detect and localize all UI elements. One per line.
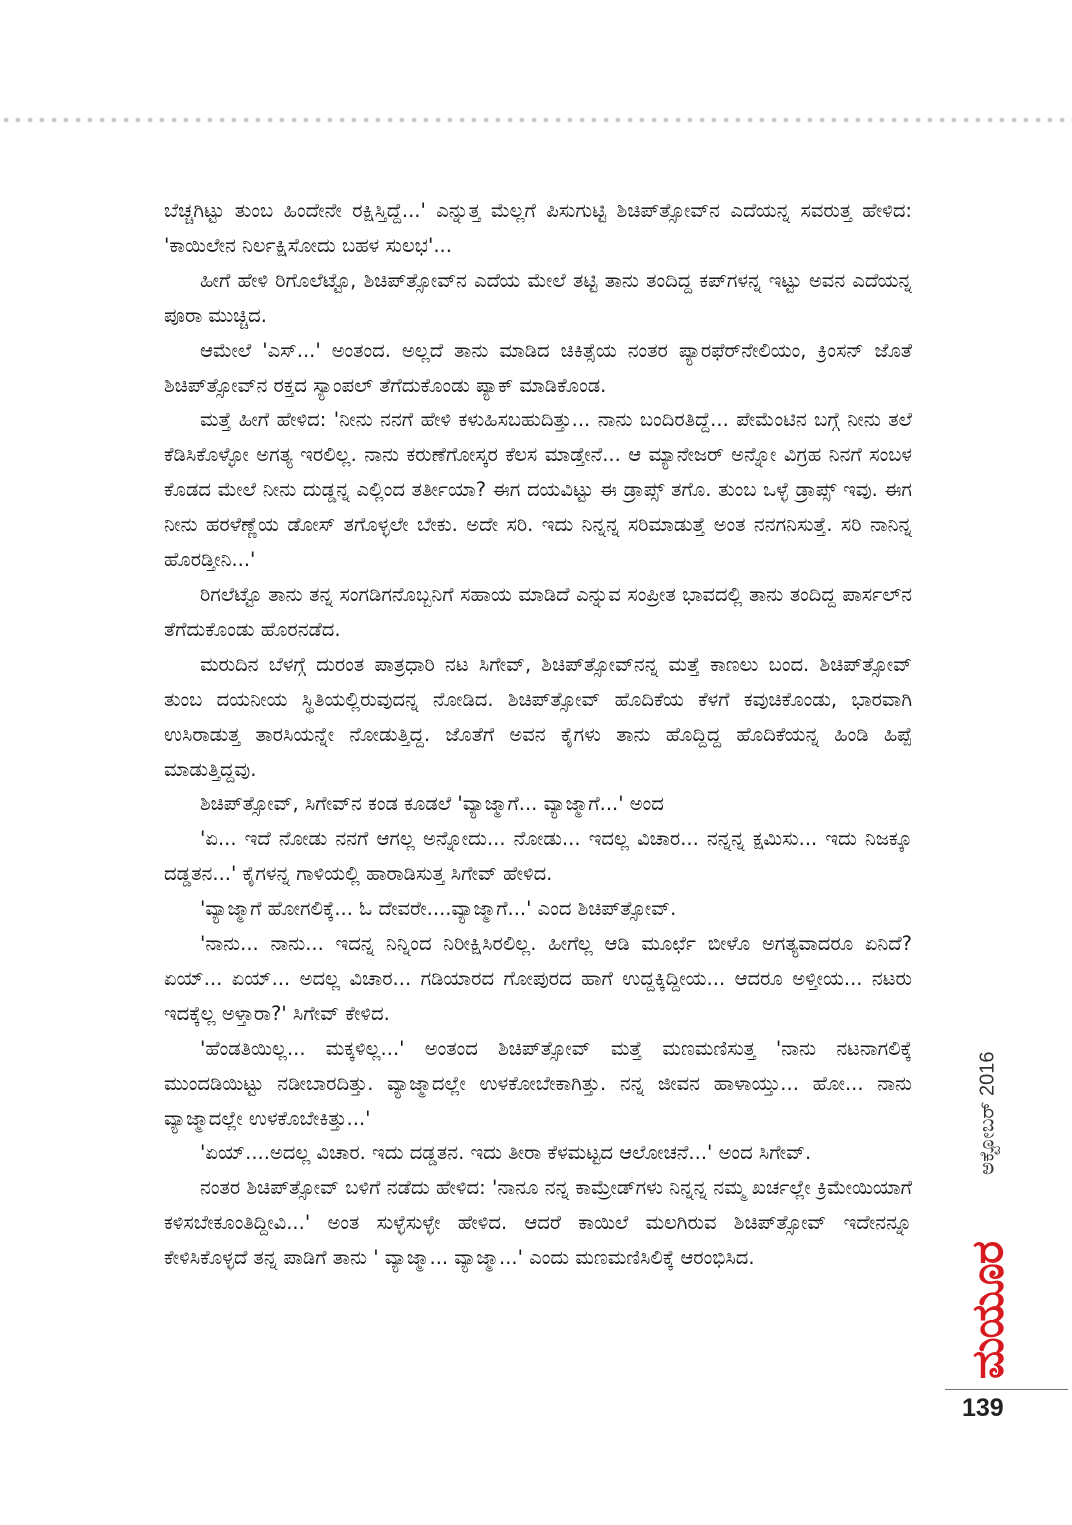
magazine-logo: ಮಯೂರ (962, 1241, 1014, 1380)
paragraph: 'ಏಯ್....ಅದಲ್ಲ ವಿಚಾರ. ಇದು ದಡ್ಡತನ. ಇದು ತೀರಾ ಕೆಳಮಟ್ಟದ ಆಲೋಚನೆ...' ಅಂದ ಸಿಗೇವ್. (200, 1141, 812, 1165)
paragraph: ಮರುದಿನ ಬೆಳಗ್ಗೆ ದುರಂತ ಪಾತ್ರಧಾರಿ ನಟ ಸಿಗೇವ್, ಶಿಚಿಪ್‌ತ್ಸೋವ್‌ನನ್ನ ಮತ್ತೆ ಕಾಣಲು ಬಂದ. ಶಿಚಿಪ್‌ತ್ಸೋವ್ ತುಂಬ ದಯನೀಯ ಸ್ಥಿತಿಯಲ್ಲಿರುವುದನ್ನ ನೋಡಿದ. ಶಿಚಿಪ್‌ತ್ಸೋವ್ ಹೊದಿಕೆಯ ಕೆಳಗೆ ಕವುಚಿಕೊಂಡು, ಭಾರವಾಗಿ ಉಸಿರಾಡುತ್ತ ತಾರಸಿಯನ್ನೇ ನೋಡುತ್ತಿದ್ದ. ಜೊತೆಗೆ ಅವನ ಕೈಗಳು ತಾನು ಹೊದ್ದಿದ್ದ ಹೊದಿಕೆಯನ್ನ ಹಿಂಡಿ ಹಿಪ್ಪೆ ಮಾಡುತ್ತಿದ್ದವು. (164, 652, 912, 781)
magazine-side-strip (962, 1051, 1014, 1400)
paragraph: ಶಿಚಿಪ್‌ತ್ಸೋವ್, ಸಿಗೇವ್‌ನ ಕಂಡ ಕೂಡಲೆ 'ವ್ಯಾಜ್ಮಾಗೆ... ವ್ಯಾಜ್ಮಾಗೆ...' ಅಂದ (200, 792, 664, 816)
page-number-rule (945, 1389, 1068, 1390)
paragraph: ಮತ್ತೆ ಹೀಗೆ ಹೇಳಿದ: 'ನೀನು ನನಗೆ ಹೇಳಿ ಕಳುಹಿಸಬಹುದಿತ್ತು... ನಾನು ಬಂದಿರತಿದ್ದೆ... ಪೇಮೆಂಟಿನ ಬಗ್ಗೆ ನೀನು ತಲೆ ಕೆಡಿಸಿಕೊಳ್ಳೋ ಅಗತ್ಯ ಇರಲಿಲ್ಲ. ನಾನು ಕರುಣೆಗೋಸ್ಕರ ಕೆಲಸ ಮಾಡ್ತೇನೆ... ಆ ಮ್ಯಾನೇಜರ್ ಅನ್ನೋ ವಿಗ್ರಹ ನಿನಗೆ ಸಂಬಳ ಕೊಡದ ಮೇಲೆ ನೀನು ದುಡ್ಡನ್ನ ಎಲ್ಲಿಂದ ತರ್ತೀಯಾ? ಈಗ ದಯವಿಟ್ಟು ಈ ಡ್ರಾಪ್ಸ್ ತಗೊ. ತುಂಬ ಒಳ್ಳೆ ಡ್ರಾಪ್ಸ್ ಇವು. ಈಗ ನೀನು ಹರಳೆಣ್ಣೆಯ ಡೋಸ್ ತಗೊಳ್ಳಲೇ ಬೇಕು. ಅದೇ ಸರಿ. ಇದು ನಿನ್ನನ್ನ ಸರಿಮಾಡುತ್ತೆ ಅಂತ ನನಗನಿಸುತ್ತೆ. ಸರಿ ನಾನಿನ್ನ ಹೊರಡ್ತೀನಿ...' (164, 408, 912, 572)
paragraph: 'ನಾನು... ನಾನು... ಇದನ್ನ ನಿನ್ನಿಂದ ನಿರೀಕ್ಷಿಸಿರಲಿಲ್ಲ. ಹೀಗೆಲ್ಲ ಆಡಿ ಮೂರ್ಛೆ ಬೀಳೊ ಅಗತ್ಯವಾದರೂ ಏನಿದೆ? ಏಯ್... ಏಯ್... ಅದಲ್ಲ ವಿಚಾರ... ಗಡಿಯಾರದ ಗೋಪುರದ ಹಾಗೆ ಉದ್ದಕ್ಕಿದ್ದೀಯ... ಆದರೂ ಅಳ್ತೀಯ... ನಟರು ಇದಕ್ಕೆಲ್ಲ ಅಳ್ತಾರಾ?' ಸಿಗೇವ್ ಕೇಳಿದ. (164, 932, 912, 1025)
paragraph: ನಂತರ ಶಿಚಿಪ್‌ತ್ಸೋವ್ ಬಳಿಗೆ ನಡೆದು ಹೇಳಿದ: 'ನಾನೂ ನನ್ನ ಕಾಮ್ರೇಡ್‌ಗಳು ನಿನ್ನನ್ನ ನಮ್ಮ ಖರ್ಚಲ್ಲೇ ಕ್ರಿಮೇಯಿಯಾಗೆ ಕಳಿಸಬೇಕೂಂತಿದ್ದೀವಿ...' ಅಂತ ಸುಳ್ಳೆಸುಳ್ಳೇ ಹೇಳಿದ. ಆದರೆ ಕಾಯಿಲೆ ಮಲಗಿರುವ ಶಿಚಿಪ್‌ತ್ಸೋವ್ ಇದೇನನ್ನೂ ಕೇಳಿಸಿಕೊಳ್ಳದೆ ತನ್ನ ಪಾಡಿಗೆ ತಾನು ' ವ್ಯಾಜ್ಮಾ... ವ್ಯಾಜ್ಮಾ...' ಎಂದು ಮಣಮಣಿಸಿಲಿಕ್ಕೆ ಆರಂಭಿಸಿದ. (164, 1176, 912, 1270)
paragraph: ಆಮೇಲೆ 'ಎಸ್...' ಅಂತಂದ. ಅಲ್ಲದೆ ತಾನು ಮಾಡಿದ ಚಿಕಿತ್ಸೆಯ ನಂತರ ಪ್ಯಾರಫೆರ್‌ನೇಲಿಯಂ, ಕ್ರಿಂಸನ್ ಜೊತೆ ಶಿಚಿಪ್‌ತ್ಸೋವ್‌ನ ರಕ್ತದ ಸ್ಯಾಂಪಲ್ ತೆಗೆದುಕೊಂಡು ಪ್ಯಾಕ್ ಮಾಡಿಕೊಂಡ. (164, 338, 912, 397)
issue-date: ಅಕ್ಟೋಬರ್ 2016 (976, 1051, 999, 1176)
paragraph: ಬೆಚ್ಚಗಿಟ್ಟು ತುಂಬ ಹಿಂದೇನೇ ರಕ್ಷಿಸ್ತಿದ್ದೆ...' ಎನ್ನುತ್ತ ಮೆಲ್ಲಗೆ ಪಿಸುಗುಟ್ಟಿ ಶಿಚಿಪ್‌ತ್ಸೋವ್‌ನ ಎದೆಯನ್ನ ಸವರುತ್ತ ಹೇಳಿದ: 'ಕಾಯಿಲೇನ ನಿರ್ಲಕ್ಷಿಸೋದು ಬಹಳ ಸುಲಭ'... (164, 199, 912, 257)
dotted-header-rule (0, 116, 1072, 124)
paragraph: 'ಹೆಂಡತಿಯಿಲ್ಲ... ಮಕ್ಕಳಿಲ್ಲ...' ಅಂತಂದ ಶಿಚಿಪ್‌ತ್ಸೋವ್ ಮತ್ತೆ ಮಣಮಣಿಸುತ್ತ 'ನಾನು ನಟನಾಗಲಿಕ್ಕೆ ಮುಂದಡಿಯಿಟ್ಟು ನಡೀಬಾರದಿತ್ತು. ವ್ಯಾಜ್ಮಾದಲ್ಲೇ ಉಳಕೋಬೇಕಾಗಿತ್ತು. ನನ್ನ ಜೀವನ ಹಾಳಾಯ್ತು... ಹೋ... ನಾನು ವ್ಯಾಜ್ಮಾದಲ್ಲೇ ಉಳಕೊಬೇಕಿತ್ತು...' (164, 1036, 912, 1130)
article-body (164, 194, 912, 1276)
paragraph: ಹೀಗೆ ಹೇಳಿ ರಿಗೊಲೆಟ್ಟೊ, ಶಿಚಿಪ್‌ತ್ಸೋವ್‌ನ ಎದೆಯ ಮೇಲೆ ತಟ್ಟಿ ತಾನು ತಂದಿದ್ದ ಕಪ್‌ಗಳನ್ನ ಇಟ್ಟು ಅವನ ಎದೆಯನ್ನ ಪೂರಾ ಮುಚ್ಚಿದ. (164, 268, 912, 327)
paragraph: ರಿಗಲೆಟ್ಟೊ ತಾನು ತನ್ನ ಸಂಗಡಿಗನೊಬ್ಬನಿಗೆ ಸಹಾಯ ಮಾಡಿದೆ ಎನ್ನುವ ಸಂಪ್ರೀತ ಭಾವದಲ್ಲಿ ತಾನು ತಂದಿದ್ದ ಪಾರ್ಸಲ್‌ನ ತೆಗೆದುಕೊಂಡು ಹೊರನಡೆದ. (164, 582, 912, 641)
paragraph: 'ವ್ಯಾಜ್ಮಾಗೆ ಹೋಗಲಿಕ್ಕೆ... ಓ ದೇವರೇ....ವ್ಯಾಜ್ಮಾಗೆ...' ಎಂದ ಶಿಚಿಪ್‌ತ್ಸೋವ್. (200, 897, 677, 921)
page-number: 139 (962, 1394, 1004, 1422)
paragraph: 'ಏ... ಇದೆ ನೋಡು ನನಗೆ ಆಗಲ್ಲ ಅನ್ನೋದು... ನೋಡು... ಇದಲ್ಲ ವಿಚಾರ... ನನ್ನನ್ನ ಕ್ಷಮಿಸು... ಇದು ನಿಜಕ್ಕೂ ದಡ್ಡತನ...' ಕೈಗಳನ್ನ ಗಾಳಿಯಲ್ಲಿ ಹಾರಾಡಿಸುತ್ತ ಸಿಗೇವ್ ಹೇಳಿದ. (164, 827, 912, 886)
